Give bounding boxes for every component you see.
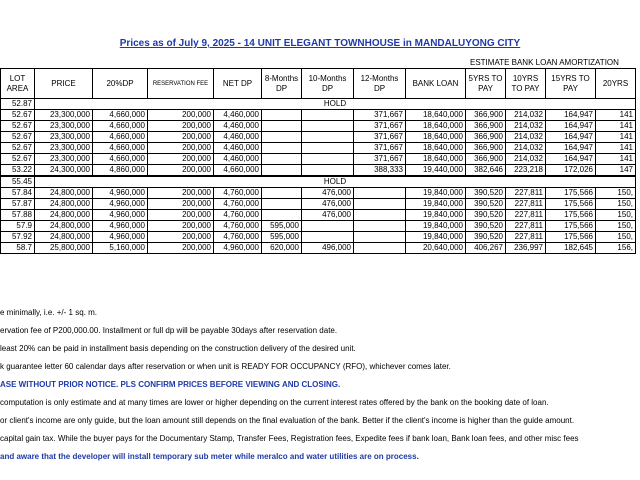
table-cell: 214,032: [506, 143, 546, 154]
table-cell: 214,032: [506, 110, 546, 121]
table-cell: 200,000: [148, 143, 214, 154]
table-cell: 19,840,000: [406, 188, 466, 199]
table-cell: 4,660,000: [93, 110, 148, 121]
table-cell: 164,947: [546, 132, 596, 143]
table-cell: 4,960,000: [93, 221, 148, 232]
table-cell: 4,760,000: [214, 232, 262, 243]
table-cell: 371,667: [354, 132, 406, 143]
note-line: computation is only estimate and at many times are lower or higher depending on the current interest rates offered by the bank on the booking date of loan.: [0, 398, 549, 407]
table-cell: 200,000: [148, 132, 214, 143]
table-cell: 4,660,000: [214, 165, 262, 177]
table-cell: 382,646: [466, 165, 506, 177]
table-cell: [262, 121, 302, 132]
table-cell: 200,000: [148, 221, 214, 232]
table-cell: 4,660,000: [93, 143, 148, 154]
table-row: [1, 176, 636, 188]
table-cell: 147: [596, 165, 636, 177]
table-cell: 182,645: [546, 243, 596, 254]
table-cell: [262, 143, 302, 154]
table-cell: [262, 210, 302, 221]
table-cell: 52.67: [1, 110, 35, 121]
table-cell: 53.22: [1, 165, 35, 177]
table-cell: 476,000: [302, 188, 354, 199]
table-cell: 52.67: [1, 143, 35, 154]
table-row: [1, 232, 636, 243]
amortization-title: ESTIMATE BANK LOAN AMORTIZATION: [470, 58, 619, 67]
note-line: and aware that the developer will install temporary sub meter while meralco and water utilities are on process.: [0, 452, 419, 461]
header-lot-area: LOT AREA: [1, 69, 35, 99]
table-row: [1, 99, 636, 110]
table-cell: 4,760,000: [214, 210, 262, 221]
table-cell: 57.87: [1, 199, 35, 210]
table-cell: 175,566: [546, 199, 596, 210]
table-cell: [302, 221, 354, 232]
table-cell: 58.7: [1, 243, 35, 254]
table-cell: [354, 199, 406, 210]
table-cell: 200,000: [148, 199, 214, 210]
table-cell: 476,000: [302, 199, 354, 210]
header-20yrs: 20YRS: [596, 69, 636, 99]
table-cell: 150,: [596, 221, 636, 232]
table-cell: 150,: [596, 188, 636, 199]
table-cell: [354, 232, 406, 243]
table-cell: 366,900: [466, 121, 506, 132]
table-cell: 390,520: [466, 221, 506, 232]
table-cell: 23,300,000: [35, 154, 93, 165]
table-cell: 4,460,000: [214, 143, 262, 154]
table-cell: 4,660,000: [93, 121, 148, 132]
table-cell: 19,440,000: [406, 165, 466, 177]
table-cell: 164,947: [546, 143, 596, 154]
table-cell: 595,000: [262, 221, 302, 232]
note-line: or client's income are only guide, but the loan amount still depends on the final evaluation of the bank. Better if the client's income is higher than the guide amount.: [0, 416, 575, 425]
table-cell: 156,: [596, 243, 636, 254]
table-cell: 25,800,000: [35, 243, 93, 254]
header-12-months-dp: 12-Months DP: [354, 69, 406, 99]
table-cell: 371,667: [354, 110, 406, 121]
table-cell: 620,000: [262, 243, 302, 254]
table-cell: 223,218: [506, 165, 546, 177]
table-cell: 24,300,000: [35, 165, 93, 177]
table-cell: 24,800,000: [35, 210, 93, 221]
table-cell: [262, 132, 302, 143]
table-cell: 200,000: [148, 154, 214, 165]
table-cell: 57.88: [1, 210, 35, 221]
table-cell: 388,333: [354, 165, 406, 177]
table-cell: 23,300,000: [35, 143, 93, 154]
note-line: ervation fee of P200,000.00. Installment or full dp will be payable 30days after reservation date.: [0, 326, 338, 335]
table-row: [1, 188, 636, 199]
table-cell: 18,640,000: [406, 110, 466, 121]
note-line: least 20% can be paid in installment basis depending on the construction delivery of the desired unit.: [0, 344, 356, 353]
lot-area-cell: 55.45: [1, 176, 35, 188]
header-price: PRICE: [35, 69, 93, 99]
table-cell: 227,811: [506, 199, 546, 210]
note-line: ASE WITHOUT PRIOR NOTICE. PLS CONFIRM PRICES BEFORE VIEWING AND CLOSING.: [0, 380, 341, 389]
table-cell: [262, 199, 302, 210]
table-cell: [302, 132, 354, 143]
table-cell: 4,960,000: [214, 243, 262, 254]
table-cell: 4,760,000: [214, 188, 262, 199]
table-row: [1, 143, 636, 154]
hold-cell: HOLD: [35, 176, 636, 188]
lot-area-cell: 52.87: [1, 99, 35, 110]
table-cell: 52.67: [1, 132, 35, 143]
table-cell: 4,460,000: [214, 154, 262, 165]
table-cell: 57.84: [1, 188, 35, 199]
table-cell: 18,640,000: [406, 121, 466, 132]
table-cell: 175,566: [546, 188, 596, 199]
table-cell: 200,000: [148, 243, 214, 254]
header-bank-loan: BANK LOAN: [406, 69, 466, 99]
table-cell: 24,800,000: [35, 199, 93, 210]
table-cell: 141: [596, 132, 636, 143]
table-cell: 4,860,000: [93, 165, 148, 177]
table-row: [1, 132, 636, 143]
table-cell: 172,026: [546, 165, 596, 177]
table-cell: 214,032: [506, 132, 546, 143]
table-cell: 4,960,000: [93, 188, 148, 199]
table-cell: 4,760,000: [214, 221, 262, 232]
table-cell: 4,460,000: [214, 121, 262, 132]
table-cell: 4,960,000: [93, 210, 148, 221]
table-cell: 227,811: [506, 210, 546, 221]
table-cell: [262, 165, 302, 177]
header-reservation-fee: RESERVATION FEE: [148, 69, 214, 99]
table-cell: 141: [596, 121, 636, 132]
table-cell: 390,520: [466, 188, 506, 199]
table-cell: 19,840,000: [406, 210, 466, 221]
table-cell: 141: [596, 154, 636, 165]
table-cell: [354, 188, 406, 199]
table-cell: 175,566: [546, 221, 596, 232]
table-row: [1, 243, 636, 254]
table-cell: 214,032: [506, 154, 546, 165]
table-cell: 57.9: [1, 221, 35, 232]
table-cell: 476,000: [302, 210, 354, 221]
table-row: [1, 199, 636, 210]
table-cell: [262, 188, 302, 199]
table-cell: [302, 232, 354, 243]
table-cell: 141: [596, 110, 636, 121]
table-cell: 52.67: [1, 154, 35, 165]
header-10-months-dp: 10-Months DP: [302, 69, 354, 99]
table-cell: 390,520: [466, 199, 506, 210]
header-5yrs: 5YRS TO PAY: [466, 69, 506, 99]
table-cell: 371,667: [354, 154, 406, 165]
table-cell: 19,840,000: [406, 199, 466, 210]
table-cell: [302, 143, 354, 154]
table-cell: [262, 110, 302, 121]
table-cell: 200,000: [148, 165, 214, 177]
note-line: capital gain tax. While the buyer pays for the Documentary Stamp, Transfer Fees, Registration fees, Expedite fees if bank loan, Bank loan fees, and other misc fees: [0, 434, 579, 443]
table-body: [1, 99, 636, 254]
table-cell: 24,800,000: [35, 232, 93, 243]
table-cell: 390,520: [466, 232, 506, 243]
table-cell: [262, 154, 302, 165]
table-cell: 150,: [596, 232, 636, 243]
table-cell: [302, 165, 354, 177]
table-cell: 20,640,000: [406, 243, 466, 254]
table-cell: 23,300,000: [35, 132, 93, 143]
table-cell: 371,667: [354, 121, 406, 132]
table-row: [1, 110, 636, 121]
table-cell: 141: [596, 143, 636, 154]
table-row: [1, 154, 636, 165]
table-cell: 227,811: [506, 232, 546, 243]
table-cell: 164,947: [546, 110, 596, 121]
table-cell: 406,267: [466, 243, 506, 254]
table-cell: 200,000: [148, 110, 214, 121]
table-cell: 175,566: [546, 232, 596, 243]
table-cell: 18,640,000: [406, 132, 466, 143]
table-row: [1, 121, 636, 132]
table-cell: 57.92: [1, 232, 35, 243]
table-cell: 164,947: [546, 121, 596, 132]
table-cell: 200,000: [148, 188, 214, 199]
table-cell: 496,000: [302, 243, 354, 254]
table-cell: 366,900: [466, 154, 506, 165]
table-cell: [354, 221, 406, 232]
table-cell: 4,960,000: [93, 199, 148, 210]
table-cell: [354, 210, 406, 221]
table-cell: 595,000: [262, 232, 302, 243]
table-cell: [302, 121, 354, 132]
table-cell: [302, 110, 354, 121]
table-cell: 5,160,000: [93, 243, 148, 254]
table-cell: 24,800,000: [35, 188, 93, 199]
table-cell: 390,520: [466, 210, 506, 221]
note-line: k guarantee letter 60 calendar days after reservation or when unit is READY FOR OCCUPANCY (RFO), whichever comes later.: [0, 362, 451, 371]
hold-cell: HOLD: [35, 99, 636, 110]
header-15yrs: 15YRS TO PAY: [546, 69, 596, 99]
table-row: [1, 221, 636, 232]
page-title: Prices as of July 9, 2025 - 14 UNIT ELEGANT TOWNHOUSE in MANDALUYONG CITY: [119, 38, 521, 49]
table-cell: 18,640,000: [406, 143, 466, 154]
table-cell: 227,811: [506, 221, 546, 232]
table-cell: 52.67: [1, 121, 35, 132]
table-cell: 4,660,000: [93, 132, 148, 143]
table-cell: 236,997: [506, 243, 546, 254]
table-cell: 366,900: [466, 143, 506, 154]
table-cell: 366,900: [466, 132, 506, 143]
table-cell: 227,811: [506, 188, 546, 199]
header-10yrs: 10YRS TO PAY: [506, 69, 546, 99]
notes: [0, 308, 640, 470]
table-cell: 23,300,000: [35, 110, 93, 121]
price-table: [0, 68, 636, 254]
table-cell: 19,840,000: [406, 232, 466, 243]
table-row: [1, 165, 636, 177]
header-row: [1, 69, 636, 99]
table-cell: 150,: [596, 210, 636, 221]
table-cell: 4,760,000: [214, 199, 262, 210]
table-cell: 4,660,000: [93, 154, 148, 165]
table-cell: 175,566: [546, 210, 596, 221]
table-cell: 371,667: [354, 143, 406, 154]
table-cell: 4,460,000: [214, 132, 262, 143]
header-20dp: 20%DP: [93, 69, 148, 99]
table-cell: 200,000: [148, 121, 214, 132]
header-8-months-dp: 8-Months DP: [262, 69, 302, 99]
table-cell: [354, 243, 406, 254]
note-line: e minimally, i.e. +/- 1 sq. m.: [0, 308, 97, 317]
table-cell: 214,032: [506, 121, 546, 132]
table-cell: 366,900: [466, 110, 506, 121]
table-cell: 200,000: [148, 210, 214, 221]
table-cell: 18,640,000: [406, 154, 466, 165]
table-cell: 150,: [596, 199, 636, 210]
table-row: [1, 210, 636, 221]
table-cell: 4,960,000: [93, 232, 148, 243]
table-cell: [302, 154, 354, 165]
table-cell: 4,460,000: [214, 110, 262, 121]
table-cell: 19,840,000: [406, 221, 466, 232]
header-net-dp: NET DP: [214, 69, 262, 99]
table-cell: 23,300,000: [35, 121, 93, 132]
table-cell: 24,800,000: [35, 221, 93, 232]
table-cell: 164,947: [546, 154, 596, 165]
table-cell: 200,000: [148, 232, 214, 243]
